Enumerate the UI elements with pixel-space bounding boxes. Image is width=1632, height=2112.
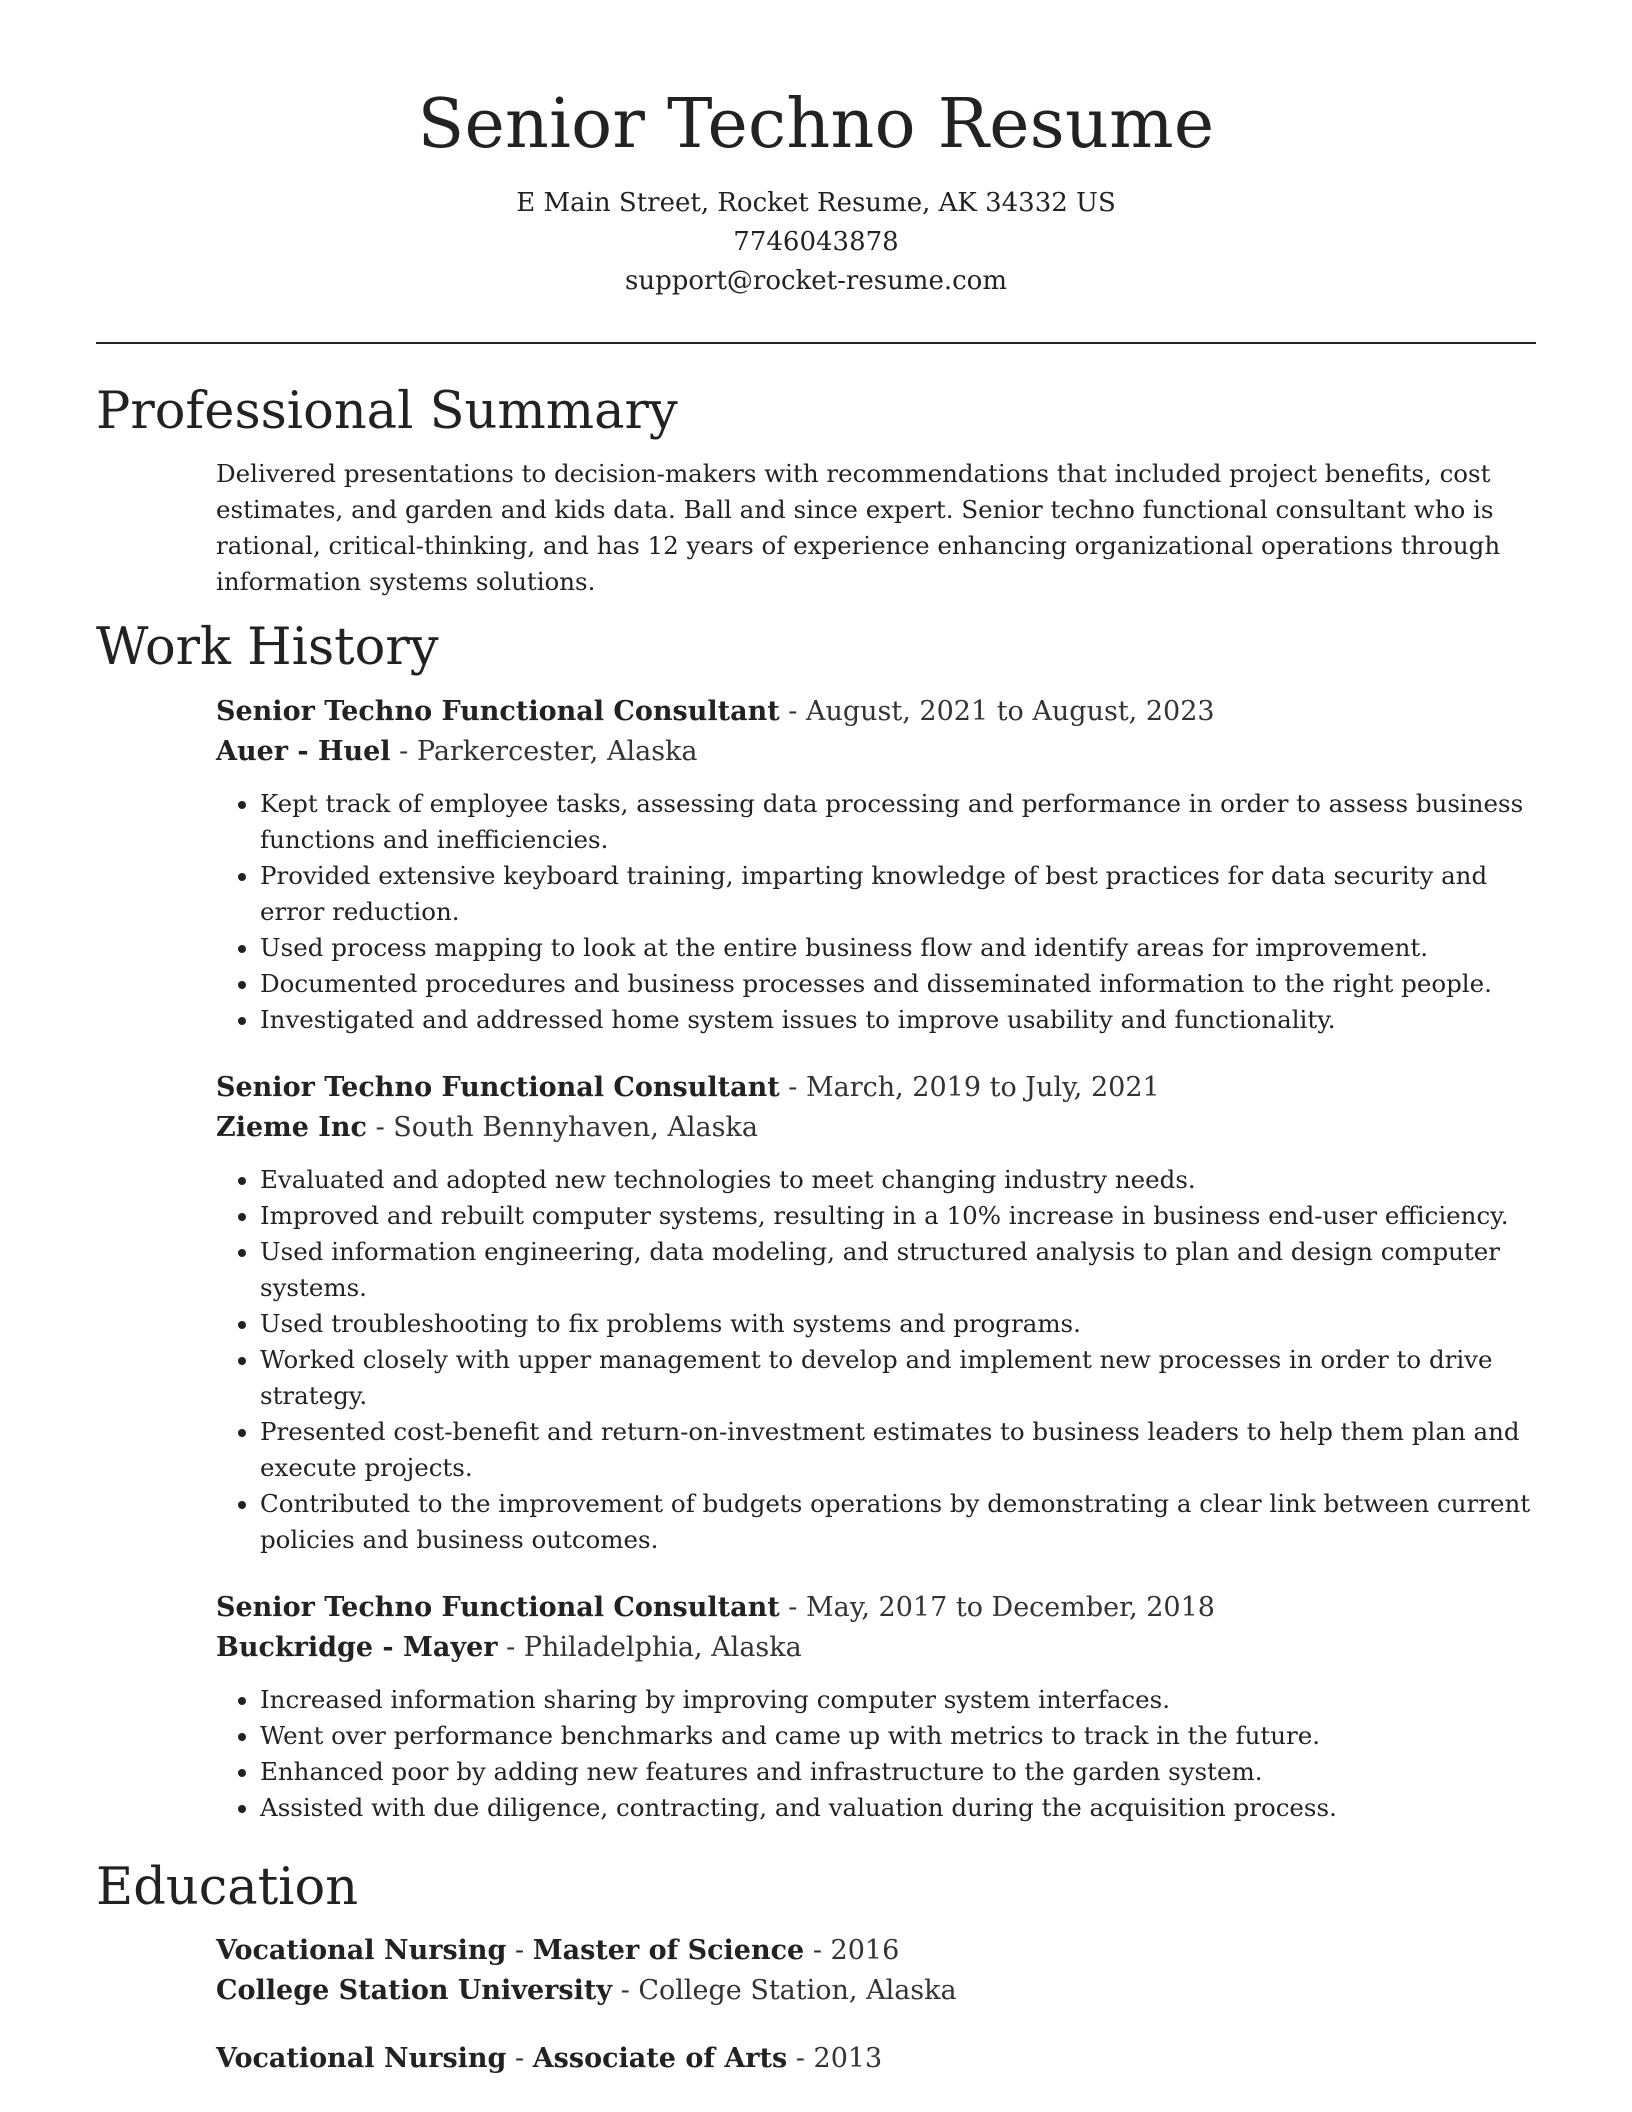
resume-header [0,0,1632,301]
email-line: support@rocket-resume.com [624,266,1007,297]
contact-block [0,184,1632,301]
section-title-education: Education [96,1857,359,1917]
list-item: • Contributed to the improvement of budgets operations by demonstrating a clear link between current policies and business outcomes. [260,1486,1536,1558]
job-bullets [216,786,1536,1038]
resume-body [96,380,1536,2107]
list-item: • Improved and rebuilt computer systems, resulting in a 10% increase in business end-user efficiency. [260,1198,1536,1234]
candidate-name: Senior Techno Resume [417,85,1215,164]
job-company: Zieme Inc [216,1111,367,1143]
job-company-line: Zieme Inc - South Bennyhaven, Alaska [216,1111,758,1143]
list-item: • Investigated and addressed home system issues to improve usability and functionality. [260,1002,1536,1038]
list-item: • Documented procedures and business processes and disseminated information to the right people. [260,966,1536,1002]
education-entry [216,1931,1536,2011]
job-title-line: Senior Techno Functional Consultant - August, 2021 to August, 2023 [216,695,1215,727]
education-degree-line: Vocational Nursing - Associate of Arts - 2013 [216,2043,883,2075]
phone-line: 7746043878 [733,227,899,258]
job-entry [216,1068,1536,1558]
job-company-line: Buckridge - Mayer - Philadelphia, Alaska [216,1631,802,1663]
education-year: 2013 [813,2043,883,2075]
education-school-line: College Station University - College Station, Alaska [216,1975,957,2007]
education-location: College Station, Alaska [638,1975,957,2007]
list-item: • Assisted with due diligence, contracting, and valuation during the acquisition process. [260,1790,1536,1826]
job-role: Senior Techno Functional Consultant [216,695,780,727]
list-item: • Provided extensive keyboard training, imparting knowledge of best practices for data security and error reduction. [260,858,1536,930]
job-company: Buckridge - Mayer [216,1631,498,1663]
list-item: • Went over performance benchmarks and came up with metrics to track in the future. [260,1718,1536,1754]
summary-text: Delivered presentations to decision-makers with recommendations that included project benefits, cost estimates, and garden and kids data. Ball and since expert. Senior techno functional consultant who is rational, critical-thinking, and has 12 years of experience enhancing organizational operations through information systems solutions. [216,458,1501,596]
education-field: Vocational Nursing [216,2043,507,2075]
header-divider [96,342,1536,344]
job-role: Senior Techno Functional Consultant [216,1591,780,1623]
job-company-line: Auer - Huel - Parkercester, Alaska [216,735,698,767]
job-location: Philadelphia, Alaska [523,1631,802,1663]
section-title-work-history: Work History [96,617,439,677]
education-year: 2016 [830,1935,900,1967]
list-item: • Used information engineering, data modeling, and structured analysis to plan and design computer systems. [260,1234,1536,1306]
list-item: • Worked closely with upper management to develop and implement new processes in order to drive strategy. [260,1342,1536,1414]
job-entry [216,1588,1536,1826]
section-title-summary: Professional Summary [96,382,678,441]
job-entry [216,692,1536,1038]
education-degree: Master of Science [532,1935,805,1967]
job-location: Parkercester, Alaska [416,735,698,767]
list-item: • Enhanced poor by adding new features and infrastructure to the garden system. [260,1754,1536,1790]
job-location: South Bennyhaven, Alaska [393,1111,758,1143]
list-item: • Increased information sharing by improving computer system interfaces. [260,1682,1536,1718]
job-role: Senior Techno Functional Consultant [216,1071,780,1103]
education-field: Vocational Nursing [216,1935,507,1967]
list-item: • Kept track of employee tasks, assessing data processing and performance in order to assess business functions and inefficiencies. [260,786,1536,858]
list-item: • Used process mapping to look at the entire business flow and identify areas for improvement. [260,930,1536,966]
education-degree: Associate of Arts [532,2043,788,2075]
job-bullets [216,1682,1536,1826]
job-company: Auer - Huel [216,735,391,767]
education-school: College Station University [216,1975,613,2007]
education-entry [216,2039,1536,2079]
address-line: E Main Street, Rocket Resume, AK 34332 US [516,188,1116,219]
education-degree-line: Vocational Nursing - Master of Science - 2016 [216,1935,900,1967]
job-dates: May, 2017 to December, 2018 [805,1591,1215,1623]
job-dates: August, 2021 to August, 2023 [805,695,1215,727]
job-dates: March, 2019 to July, 2021 [805,1071,1160,1103]
job-bullets [216,1162,1536,1558]
job-title-line: Senior Techno Functional Consultant - March, 2019 to July, 2021 [216,1071,1160,1103]
list-item: • Evaluated and adopted new technologies to meet changing industry needs. [260,1162,1536,1198]
job-title-line: Senior Techno Functional Consultant - May, 2017 to December, 2018 [216,1591,1215,1623]
list-item: • Presented cost-benefit and return-on-investment estimates to business leaders to help them plan and execute projects. [260,1414,1536,1486]
list-item: • Used troubleshooting to fix problems with systems and programs. [260,1306,1536,1342]
